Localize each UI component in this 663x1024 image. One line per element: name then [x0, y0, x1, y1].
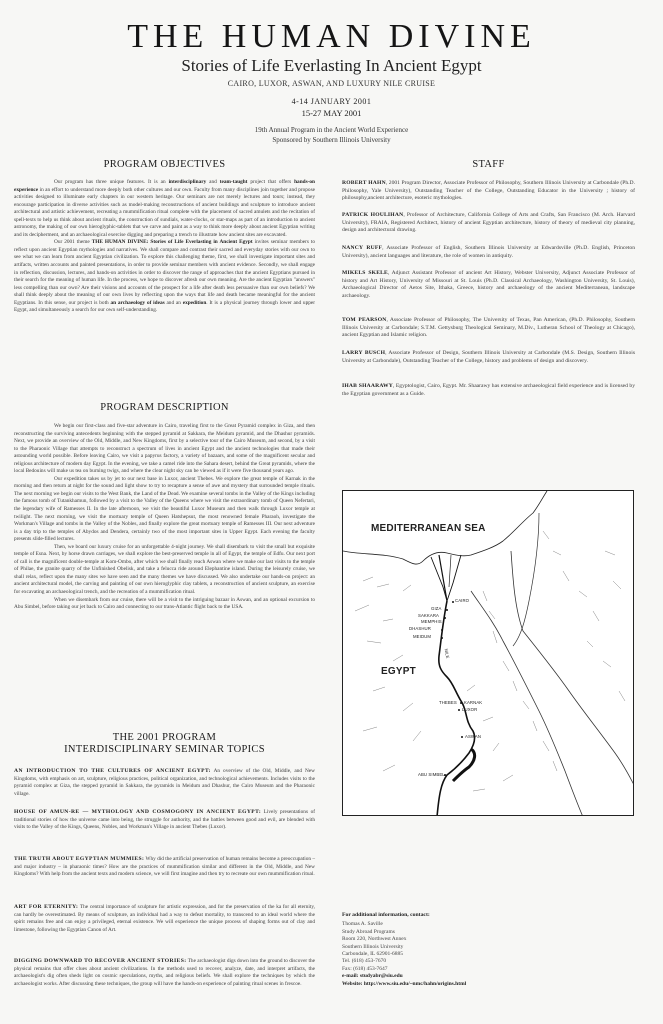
text-run: and an	[164, 299, 183, 306]
topic-title: AN INTRODUCTION TO THE CULTURES OF ANCIENT EGYPT:	[14, 768, 211, 774]
staff-name: TOM PEARSON	[342, 317, 387, 323]
map-label-luxor: LUXOR	[462, 707, 478, 712]
description-paragraph: Our expedition takes us by jet to our next base in Luxor, ancient Thebes. We explore the great temple of Karnak in the morning and then return at night for the sound and light show to try to recapture a sense of awe and mystery that surrounded temple rituals. The next morning we begin our visits to the West Bank, the Land of the Dead. We examine several tombs in the Valley of the Kings including the famous tomb of Tutankhamun, followed by a visit to the Valley of the Queens where we visit the extraordinary tomb of Queen Nefertari, the legendary wife of Ramesses II. In the late afternoon, we visit the beautiful Luxor Museum and then walk through Luxor temple at twilight. The next morning, we visit the mortuary temple of Queen Hatshepsut, the most renowned female Pharaoh, investigate the Workman's Village and tombs in the Valley of the Nobles, and finally explore the great mortuary temple of Ramesses III. Our next adventure is a day trip to the temples of Abydos and Dendera, certainly two of the most important sites in Upper Egypt. Each evening the faculty presents slide-filled lectures.	[14, 475, 315, 543]
emphasis-team-taught: team-taught	[219, 179, 248, 185]
staff-details: , Associate Professor of English, Southern Illinois University at Edwardsville (Ph.D. English, Princeton University), ancient languages and literature, the role of women in antiquity.	[342, 245, 635, 259]
text-run: Our program has three unique features. It is an	[54, 179, 169, 185]
contact-department: Study Abroad Programs	[342, 928, 395, 935]
description-paragraph: Then, we board our luxury cruise for an unforgettable 4-night journey. We shall disembark to visit the small but exquisite temple of Esna. Next, by horse drawn carriages, we shall explore the best-preserved temple in all of Egypt, the temple of Edfu. Our next port of call is the magnificent double-temple at Kom-Ombo, after which we shall finally reach Aswan where we make our last visits to the temple of Philae, the granite quarry of the Unfinished Obelisk, and take a felucca ride around Elephantine island. During the leisurely cruise, we shall relax, reflect upon the many sites we have seen and the many themes we have discussed. We also undertake our hands-on project: an ancient architectural model, the carving and painting of our own hieroglyphic clay tablets, a reconstruction of ancient sculpture, an exercise for excavating an archaeological trench, and the recreation of a mummification ritual.	[14, 543, 315, 596]
contact-city: Carbondale, IL 62901-6885	[342, 951, 404, 958]
staff-entry	[342, 317, 635, 340]
staff-entry	[342, 383, 635, 398]
staff-name: LARRY BUSCH	[342, 350, 386, 356]
emphasis-interdisciplinary: interdisciplinary	[168, 179, 207, 185]
contact-block	[342, 912, 602, 988]
map-label-karnak: KARNAK	[464, 700, 483, 705]
text-run: project that offers	[247, 179, 295, 185]
map-label-thebes: THEBES	[439, 700, 457, 705]
text-run: Our 2001 theme	[54, 239, 92, 246]
objectives-heading: PROGRAM OBJECTIVES	[103, 159, 226, 170]
map-label-abu-simbel: ABU SIMBEL	[418, 772, 445, 777]
topic-title: DIGGING DOWNWARD TO RECOVER ANCIENT STORIES:	[14, 958, 187, 964]
emphasis-archaeology-of-ideas: an archaeology of ideas	[110, 299, 165, 306]
egypt-map	[342, 490, 634, 816]
text-run: and	[206, 179, 220, 185]
staff-entry	[342, 270, 635, 301]
map-label-cairo: CAIRO	[455, 598, 470, 603]
program-line: 19th Annual Program in the Ancient World Experience	[254, 126, 409, 134]
staff-name: PATRICK HOULIHAN	[342, 212, 404, 218]
staff-details: , Associate Professor of Design, Southern Illinois University at Carbondale (M.S. Design, Southern Illinois University at Carbondale), Outstanding Teacher of the College, history and problems of design and discovery.	[342, 350, 636, 364]
staff-name: MIKELS SKELE	[342, 270, 388, 276]
topic-text: Lively presentations of traditional stories of how the universe came into being, the struggle for authority, and the battles between good and evil, are blended with visits to the Valley of the Kings, Queens, Nobles, and Workman's Village in ancient Thebes (Luxor).	[14, 809, 315, 831]
sponsor-line: Sponsored by Southern Illinois University	[272, 136, 391, 144]
staff-name: ROBERT HAHN	[342, 180, 386, 186]
contact-heading: For additional information, contact:	[342, 912, 430, 918]
contact-name: Thomas A. Saville	[342, 921, 383, 928]
map-label-meidum: MEIDUM	[413, 634, 432, 639]
staff-details: , 2001 Program Director, Associate Professor of Philosophy, Southern Illinois University at Carbondale (Ph.D. Philosophy, Yale University), Outstanding Teacher of the College, Outstanding Educator in the University ; history of philosophy,ancient architecture, esoteric mythologies.	[342, 180, 635, 202]
text-run: in an effort to understand more deeply both other cultures and our own. Faculty from many disciplines join together and propose activities designed to illuminate early chapters in our western heritage. Our seminars are not merely lectures and tours; instead, they encourage participation in diverse activities such as model-making reconstructions of ancient buildings and sculpture to introduce ancient architectural and artistic achievement, recreating a mummification ritual complete with the placement of sacred amulets and the recitation of spell-texts to help us think about ancient rituals, the construction of sundials, water-clocks, or star-maps as part of an introduction to ancient astronomy, the making of our own hieroglyphic-tablets that we carve and paint as a way to think more deeply about ancient Egyptian writing and its decipherment, and an archaeological exercise digging and preparing a trench to illustrate how ancient sites are excavated.	[14, 186, 315, 238]
staff-entry	[342, 245, 635, 260]
staff-entry	[342, 212, 635, 235]
staff-entry	[342, 180, 635, 203]
staff-details: , Associate Professor of Philosophy, The University of Texas, Pan American, (Ph.D. Philosophy, Southern Illinois University at Carbondale; S.T.M. Gettysburg Theological Seminary, M.Div., Lutheran School of Theology at Chicago), ancient Egyptian and Islamic religion.	[342, 317, 635, 339]
description-paragraph: We begin our first-class and five-star adventure in Cairo, traveling first to the Great Pyramid complex in Giza, and then reconstructing the surviving antecedents beginning with the stepped pyramid at Sakkara, the Meidum pyramid, and the Dhashur pyramids. Next, we provide an overview of the Old, Middle, and New Kingdoms, first by a selective tour of the Cairo Museum, and second, by a visit to the Pharaonic Village that attempts to reconstruct a spectrum of lives in ancient Egypt and the ancient technologies that made their astounding world possible. Before leaving Cairo, we visit a papyrus factory, a variety of bazaars, and some of the magnificent secular and religious architecture of modern day Egypt. In the evening, we take a camel ride into the Sahara desert, behind the Great pyramids, where the local Bedouins will make us tea on burning twigs, and where the clear night sky can be viewed as if it were five thousand years ago.	[14, 423, 315, 475]
contact-room: Room 220, Northwest Annex	[342, 936, 407, 943]
emphasis-expedition: expedition	[182, 299, 207, 306]
map-label-egypt: EGYPT	[381, 666, 416, 677]
topic-title: HOUSE OF AMUN-RE — MYTHOLOGY AND COSMOGONY IN ANCIENT EGYPT:	[14, 809, 262, 815]
contact-website-link[interactable]: Website: http://www.siu.edu/~nmc/hahn/origins.html	[342, 980, 467, 987]
text-run: . It is a physical journey through lower and upper Egypt, and simultaneously a search for our own self-understanding.	[14, 299, 315, 314]
map-label-giza: GIZA	[431, 606, 442, 611]
seminar-heading-line-2: INTERDISCIPLINARY SEMINAR TOPICS	[64, 744, 265, 755]
staff-entry	[342, 350, 635, 365]
seminar-topic	[14, 856, 315, 879]
contact-university: Southern Illinois University	[342, 943, 404, 950]
seminar-topic	[14, 958, 315, 988]
locations-line: CAIRO, LUXOR, ASWAN, AND LUXURY NILE CRUISE	[227, 79, 436, 88]
date-range-january: 4-14 JANUARY 2001	[291, 97, 372, 106]
description-paragraph: When we disembark from our cruise, there will be a visit to the intriguing bazaar in Aswan, and an optional excursion to Abu Simbel, before taking our jet back to Cairo and connecting to our trans-Atlantic flight back to the USA.	[14, 596, 315, 611]
staff-name: IHAB SHAARAWY	[342, 383, 394, 389]
topic-text: The archaeologist digs down into the ground to discover the physical remains that offer clues about ancient civilizations. In the methods used to recover, analyze, date, and interpret artifacts, the archaeologist's dig often sheds light on cosmic speculations, myths, and religious beliefs. We shall explore the techniques by which the archaeologist works. After discussing these techniques, the group will have the hands-on experience of painting ritual scenes in frescoe.	[14, 958, 315, 987]
map-label-aswan: ASWAN	[465, 734, 482, 739]
topic-title: ART FOR ETERNITY:	[14, 904, 79, 910]
topic-text: Why did the artificial preservation of human remains become a preoccupation – and major industry – in pharaonic times? How are the practices of mummification similar and different in the Old, Middle, and New Kingdoms? With help from the ancient texts and modern science, we will first imagine and then try to recreate our own mummification ritual.	[14, 856, 315, 878]
map-label-sakkara: SAKKARA	[418, 613, 439, 618]
seminar-topic	[14, 904, 315, 934]
staff-heading: STAFF	[472, 159, 505, 170]
contact-email-link[interactable]: e-mail: studyabr@siu.edu	[342, 973, 403, 980]
objectives-paragraph-1	[14, 179, 315, 239]
contact-fax: Fax: (618) 453-7647	[342, 965, 388, 972]
map-label-memphis: MEMPHIS	[421, 619, 442, 624]
seminar-topic	[14, 809, 315, 832]
map-label-nile: NILE	[443, 648, 451, 659]
staff-name: NANCY RUFF	[342, 245, 383, 251]
contact-phone: Tel. (618) 453-7670	[342, 958, 387, 965]
map-drawing	[343, 491, 634, 816]
emphasis-hands-on: hands-on experience	[14, 179, 315, 193]
seminar-heading-line-1: THE 2001 PROGRAM	[112, 732, 217, 743]
text-run: invites seminar members to reflect upon ancient Egyptian mythologies and narratives. We shall compare and contrast their sacred and everyday stories with our own to see what we can learn from ancient Egyptian civilization. To explore this challenging theme, first, we shall investigate important sites and artifacts, written accounts and painted presentations, in order to provide seminar members with ancient evidence. Secondly, we shall engage in reflection, discussion, lectures, and hands-on activities in order to discover the range of approaches that the ancient Egyptians pursued in their search for the meaning of human life. In the process, we hope to discover afresh our own meaning. Are the ancient Egyptian "answers" less compelling than our own? Are their visions and accounts of the prospect for a life after death less persuasive than our own beliefs? We shall think deeply about the meaning of our own lives by reflecting upon the ways that life and death became meaningful for the ancient Egyptians. In this sense, our project is both	[14, 239, 315, 306]
staff-details: , Adjunct Assistant Professor of ancient Art History, Webster University, Adjunct Associate Professor of history and Art History, University of Missouri at St. Louis (Ph.D. Classical Archaeology, Washington University, St. Louis), Archaeological Director of Aetos Site, Ithaka, Greece, history and archaeology of the ancient Mediterranean, landscape archaeology.	[342, 270, 635, 300]
emphasis-theme: THE HUMAN DIVINE: Stories of Life Everlasting in Ancient Egypt	[91, 239, 253, 246]
topic-text: The central importance of sculpture for artistic expression, and for the preservation of the ka for all eternity, can hardly be overestimated. By means of sculpture, an individual had a way to defeat mortality, to transcend to an ideal world where the spirit remains free and can enjoy a privileged, eternal existence. We will experience the unique process of shaping forms out of clay and limestone, following the Egyptian Canon of Art.	[14, 904, 315, 933]
map-label-dhashur: DHASHUR	[409, 626, 431, 631]
topic-title: THE TRUTH ABOUT EGYPTIAN MUMMIES:	[14, 856, 145, 862]
topic-text: An overview of the Old, Middle, and New Kingdoms, with emphasis on art, sculpture, religious practices, political organization, and technological achievements. Includes visits to the pyramid complex at Giza, the stepped pyramid in Sakkara, the pyramids in Meidum and Dhashur, the Cairo Museum and the Pharaonic village.	[14, 768, 315, 797]
staff-details: , Professor of Architecture, California College of Arts and Crafts, San Francisco (M. Arch. Harvard University), FRAIA, Registered Architect, history of ancient Egyptian architecture, history of theory of medieval city planning, design and architectural drawing.	[342, 212, 635, 234]
description-heading: PROGRAM DESCRIPTION	[100, 402, 229, 413]
date-range-may: 15-27 MAY 2001	[301, 108, 362, 118]
description-text	[14, 423, 315, 612]
staff-details: , Egyptologist, Cairo, Egypt. Mr. Shaarawy has extensive archaeological field experience and is licensed by the Egyptian government as a Guide.	[342, 383, 635, 397]
map-label-mediterranean: MEDITERRANEAN SEA	[371, 523, 486, 534]
document-subtitle: Stories of Life Everlasting In Ancient Egypt	[181, 56, 482, 75]
objectives-text	[14, 179, 315, 315]
objectives-paragraph-2	[14, 239, 315, 314]
seminar-topic	[14, 768, 315, 798]
document-title: THE HUMAN DIVINE	[127, 18, 536, 55]
seminar-heading	[14, 732, 315, 756]
